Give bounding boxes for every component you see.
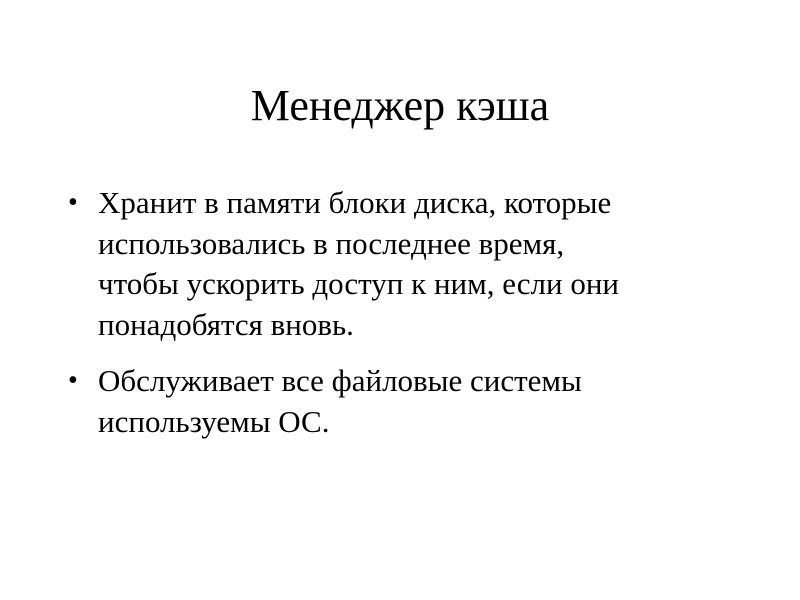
slide-title: Менеджер кэша	[250, 81, 550, 130]
bullet-line: чтобы ускорить доступ к ним, если они	[98, 266, 620, 301]
bullet-item-serves-filesystems	[60, 361, 740, 442]
bullet-dot-icon: •	[68, 365, 78, 396]
bullet-list	[60, 183, 740, 458]
bullet-line: Хранит в памяти блоки диска, которые	[98, 185, 612, 220]
bullet-line: используемы ОС.	[98, 403, 330, 439]
bullet-line: понадобятся вновь.	[98, 306, 354, 342]
bullet-line: Обслуживает все файловые системы	[98, 363, 582, 398]
bullet-dot-icon: •	[68, 187, 78, 218]
bullet-item-cache-storage	[60, 183, 740, 345]
bullet-line: использовались в последнее время,	[98, 225, 565, 261]
